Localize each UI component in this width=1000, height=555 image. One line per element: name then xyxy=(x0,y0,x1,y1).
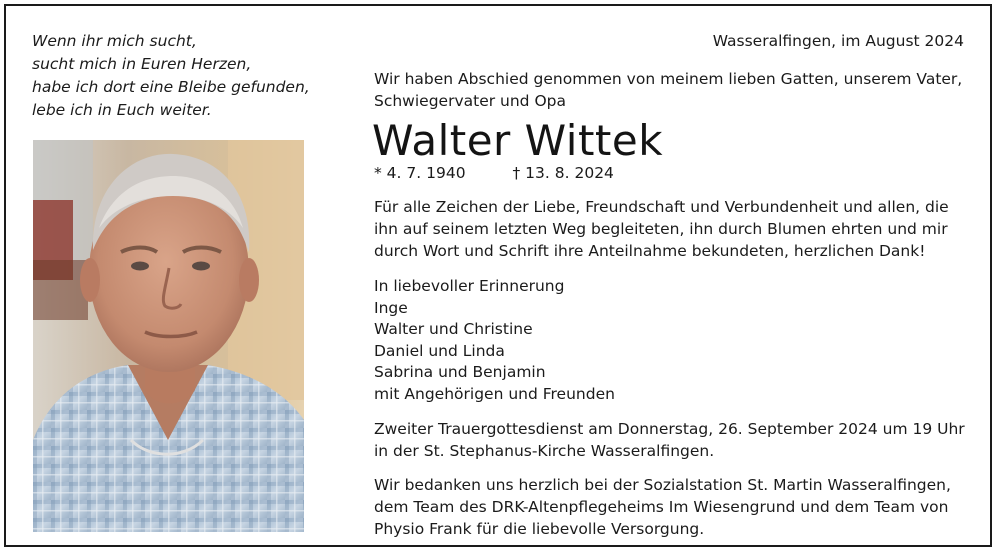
thanks-paragraph xyxy=(374,196,986,262)
mourner-name: Inge xyxy=(374,298,408,317)
portrait-photo xyxy=(33,140,304,532)
life-dates xyxy=(374,164,614,182)
gratitude-line: Wir bedanken uns herzlich bei der Sozialstation St. Martin Wasseralfingen, xyxy=(374,476,951,494)
announcement-line: Wir haben Abschied genommen von meinem lieben Gatten, unserem Vater, xyxy=(374,70,963,88)
place-and-date: Wasseralfingen, im August 2024 xyxy=(712,32,964,50)
verse-line: sucht mich in Euren Herzen, xyxy=(32,55,252,73)
service-line: Zweiter Trauergottesdienst am Donnerstag, 26. September 2024 um 19 Uhr xyxy=(374,420,965,438)
mourners-heading: In liebevoller Erinnerung xyxy=(374,277,565,295)
service-line: in der St. Stephanus-Kirche Wasseralfingen. xyxy=(374,442,715,460)
obituary-notice xyxy=(4,4,992,547)
verse-line: Wenn ihr mich sucht, xyxy=(32,32,197,50)
verse-line: habe ich dort eine Bleibe gefunden, xyxy=(32,78,310,96)
mourners-list xyxy=(374,276,615,405)
gratitude-line: dem Team des DRK-Altenpflegeheims Im Wiesengrund und dem Team von xyxy=(374,498,949,516)
farewell-announcement xyxy=(374,68,984,112)
thanks-line: ihn auf seinem letzten Weg begleiteten, ihn durch Blumen ehrten und mir xyxy=(374,220,948,238)
mourner-name: Sabrina und Benjamin xyxy=(374,363,546,381)
verse-line: lebe ich in Euch weiter. xyxy=(32,101,212,119)
memorial-verse xyxy=(32,30,332,122)
thanks-line: Für alle Zeichen der Liebe, Freundschaft und Verbundenheit und allen, die xyxy=(374,198,949,216)
death-date: † 13. 8. 2024 xyxy=(512,164,614,182)
gratitude-line: Physio Frank für die liebevolle Versorgung. xyxy=(374,520,705,538)
portrait-illustration xyxy=(33,140,304,532)
mourner-name: Walter und Christine xyxy=(374,320,533,338)
mourner-name: mit Angehörigen und Freunden xyxy=(374,384,615,403)
announcement-line: Schwiegervater und Opa xyxy=(374,92,566,110)
deceased-name: Walter Wittek xyxy=(372,116,664,165)
mourner-name: Daniel und Linda xyxy=(374,341,505,360)
birth-date: * 4. 7. 1940 xyxy=(374,164,466,182)
care-gratitude-paragraph xyxy=(374,474,986,540)
thanks-line: durch Wort und Schrift ihre Anteilnahme bekundeten, herzlichen Dank! xyxy=(374,242,926,260)
memorial-service-info xyxy=(374,418,986,462)
